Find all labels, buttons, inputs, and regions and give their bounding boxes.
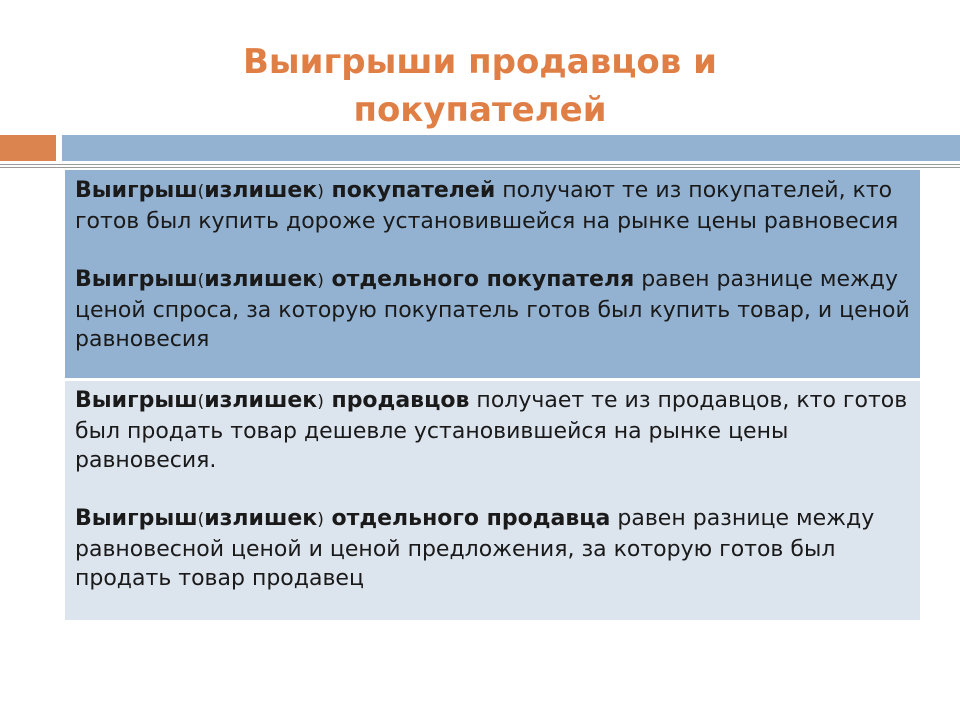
paren-open: ( [197, 392, 205, 412]
paren-open: ( [197, 182, 205, 202]
accent-bar-blue [62, 135, 960, 161]
paragraph-buyers-surplus [75, 176, 910, 236]
bold-term: излишек [204, 506, 318, 531]
bold-term: излишек [204, 388, 318, 413]
bold-term: излишек [204, 178, 318, 203]
divider-line [0, 167, 960, 168]
bold-term: Выигрыш [75, 388, 198, 413]
definition-text: равен разнице между ценой спроса, за которую покупатель готов был купить товар, и ценой равновесия [75, 267, 910, 352]
bold-term: Выигрыш [75, 506, 198, 531]
paragraph-sellers-surplus [75, 386, 910, 475]
accent-bar-orange [0, 135, 56, 161]
paragraph-individual-seller-surplus [75, 504, 910, 593]
paragraph-individual-buyer-surplus [75, 265, 910, 354]
bold-term: продавцов [323, 388, 470, 413]
paren-open: ( [197, 510, 205, 530]
paren-close: ) [317, 510, 324, 530]
definition-text: получают те из покупателей, кто готов был купить дороже установившейся на рынке цены равновесия [75, 178, 899, 234]
divider-line [0, 164, 960, 165]
content-table [65, 170, 920, 620]
bold-term: отдельного продавца [323, 506, 611, 531]
paren-close: ) [317, 271, 324, 291]
slide-title: Выигрыши продавцов и покупателей [243, 42, 717, 130]
bold-term: отдельного покупателя [323, 267, 635, 292]
table-row [65, 381, 920, 620]
paren-open: ( [197, 271, 205, 291]
bold-term: излишек [204, 267, 318, 292]
bold-term: Выигрыш [75, 267, 198, 292]
bold-term: покупателей [323, 178, 496, 203]
definition-text: получает те из продавцов, кто готов был продать товар дешевле установившейся на рынке цены равновесия. [75, 388, 908, 473]
paren-close: ) [317, 182, 324, 202]
definition-text: равен разнице между равновесной ценой и ценой предложения, за которую готов был продать товар продавец [75, 506, 875, 591]
paren-close: ) [317, 392, 324, 412]
bold-term: Выигрыш [75, 178, 198, 203]
table-row [65, 170, 920, 381]
